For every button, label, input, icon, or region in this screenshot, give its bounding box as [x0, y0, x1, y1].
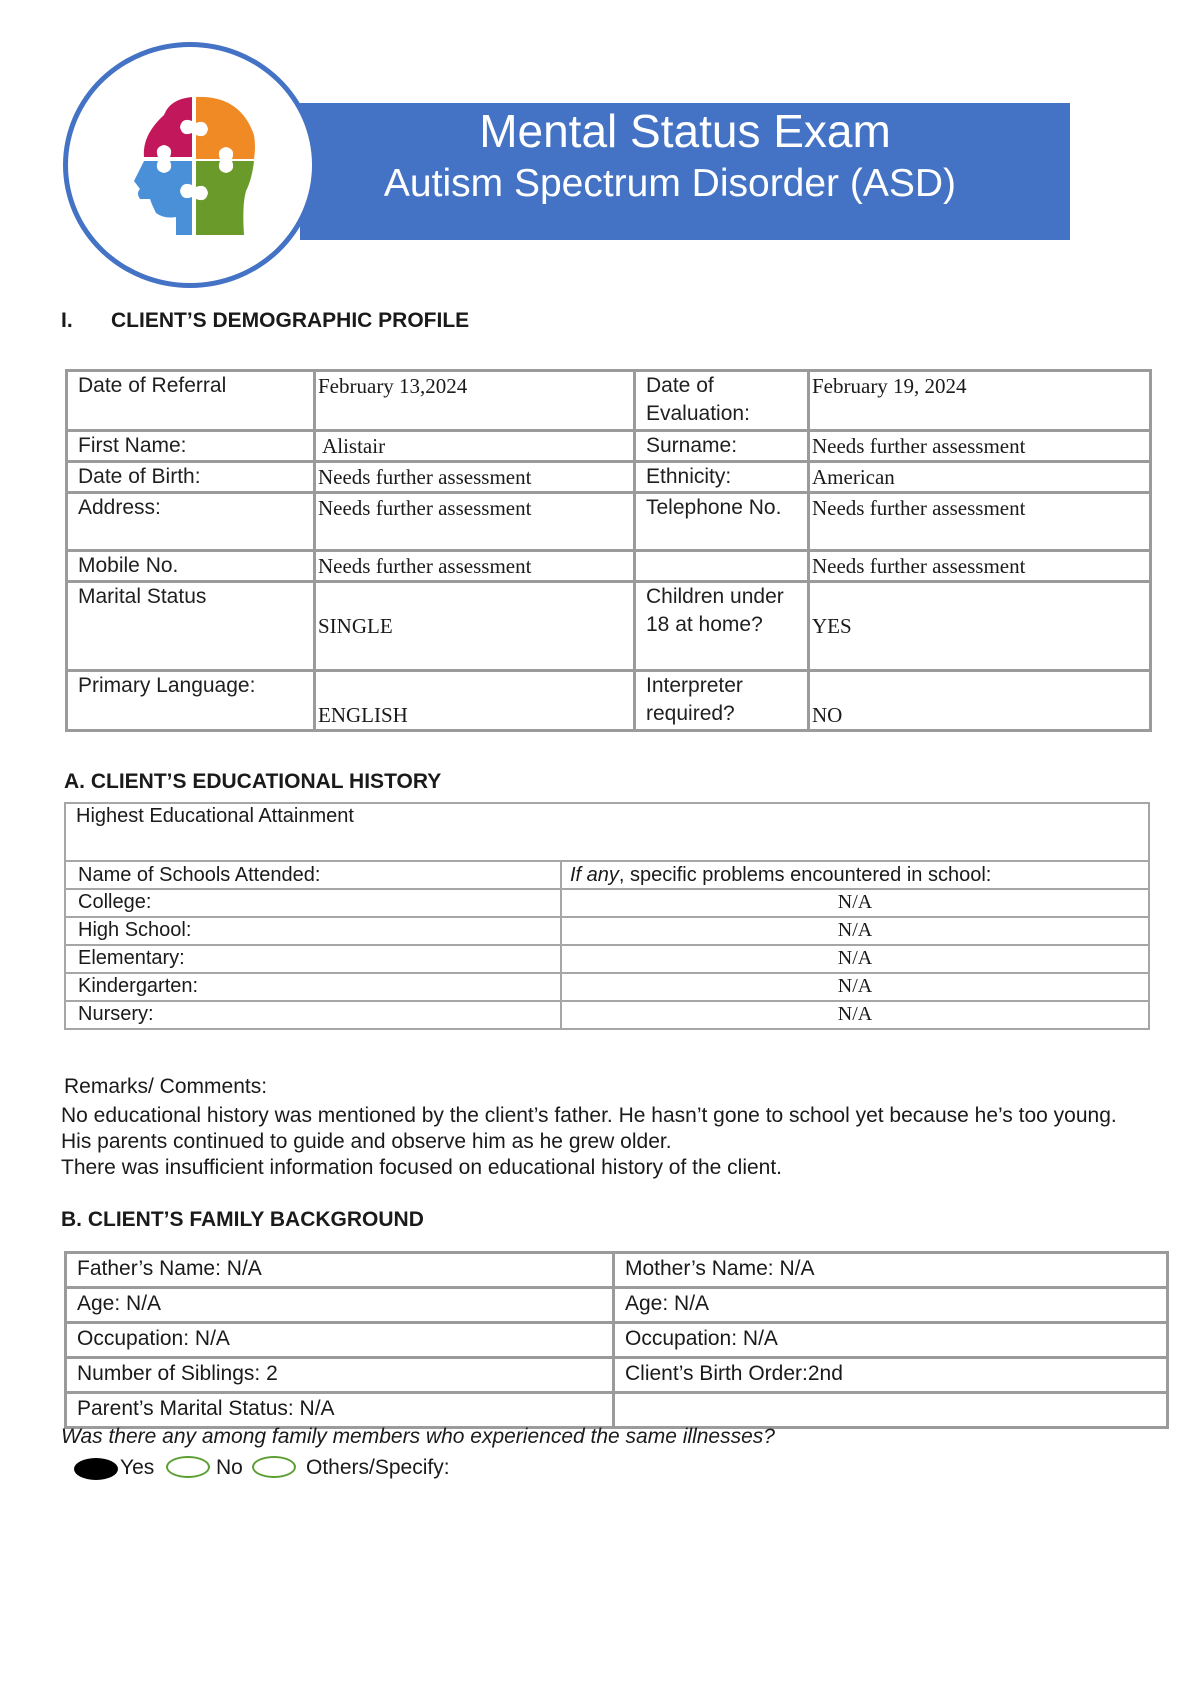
- table-row: [65, 917, 1149, 945]
- college-label: College:: [65, 889, 561, 917]
- father-name: Father’s Name: N/A: [66, 1253, 614, 1288]
- puzzle-head-icon: [130, 95, 264, 241]
- interpreter-label: Interpreter required?: [635, 671, 809, 731]
- highest-attainment-label: Highest Educational Attainment: [65, 803, 1149, 861]
- table-row: [67, 493, 1151, 551]
- number-of-siblings: Number of Siblings: 2: [66, 1358, 614, 1393]
- surname-label: Surname:: [635, 431, 809, 462]
- parents-marital-status: Parent’s Marital Status: N/A: [66, 1393, 614, 1428]
- others-radio[interactable]: [252, 1456, 296, 1478]
- family-illness-question: Was there any among family members who experienced the same illnesses?: [61, 1425, 775, 1448]
- remarks-label: Remarks/ Comments:: [64, 1075, 268, 1098]
- mobile-value: Needs further assessment: [315, 551, 635, 582]
- table-row: [67, 551, 1151, 582]
- father-age: Age: N/A: [66, 1288, 614, 1323]
- children-label: Children under 18 at home?: [635, 582, 809, 671]
- mother-name: Mother’s Name: N/A: [614, 1253, 1168, 1288]
- address-label: Address:: [67, 493, 315, 551]
- elementary-label: Elementary:: [65, 945, 561, 973]
- table-row: [65, 889, 1149, 917]
- high-school-label: High School:: [65, 917, 561, 945]
- family-table: [64, 1251, 1169, 1429]
- header-banner: [300, 103, 1070, 240]
- surname-value: Needs further assessment: [809, 431, 1151, 462]
- children-value: YES: [809, 582, 1151, 671]
- empty-cell: [614, 1393, 1168, 1428]
- telephone-label: Telephone No.: [635, 493, 809, 551]
- family-illness-options: [74, 1452, 574, 1484]
- table-row: [67, 671, 1151, 731]
- table-row: [65, 945, 1149, 973]
- marital-status-value: SINGLE: [315, 582, 635, 671]
- demographic-table: [65, 369, 1152, 732]
- primary-language-label: Primary Language:: [67, 671, 315, 731]
- date-of-evaluation-value: February 19, 2024: [809, 371, 1151, 431]
- section-number: I.: [61, 309, 73, 332]
- yes-label: Yes: [120, 1456, 155, 1479]
- remarks-line-2: There was insufficient information focused on educational history of the client.: [61, 1156, 783, 1179]
- family-section-title: B. CLIENT’S FAMILY BACKGROUND: [61, 1208, 424, 1231]
- table-row: [67, 462, 1151, 493]
- date-of-birth-label: Date of Birth:: [67, 462, 315, 493]
- date-of-birth-value: Needs further assessment: [315, 462, 635, 493]
- address-value: Needs further assessment: [315, 493, 635, 551]
- mother-occupation: Occupation: N/A: [614, 1323, 1168, 1358]
- yes-radio[interactable]: [74, 1458, 118, 1480]
- kindergarten-label: Kindergarten:: [65, 973, 561, 1001]
- nursery-label: Nursery:: [65, 1001, 561, 1029]
- table-row: [65, 973, 1149, 1001]
- problems-header: [561, 861, 1149, 889]
- table-row: [66, 1253, 1168, 1288]
- date-of-referral-label: Date of Referral: [67, 371, 315, 431]
- education-table: [64, 802, 1150, 1030]
- document-title: Mental Status Exam: [479, 105, 891, 157]
- table-row: [66, 1323, 1168, 1358]
- table-row: [66, 1288, 1168, 1323]
- schools-attended-header: Name of Schools Attended:: [65, 861, 561, 889]
- blank-value: Needs further assessment: [809, 551, 1151, 582]
- first-name-label: First Name:: [67, 431, 315, 462]
- mobile-label: Mobile No.: [67, 551, 315, 582]
- birth-order: Client’s Birth Order:2nd: [614, 1358, 1168, 1393]
- date-of-referral-value: February 13,2024: [315, 371, 635, 431]
- table-row: [66, 1393, 1168, 1428]
- marital-status-label: Marital Status: [67, 582, 315, 671]
- date-of-evaluation-label: Date of Evaluation:: [635, 371, 809, 431]
- first-name-value: Alistair: [315, 431, 635, 462]
- college-problem: N/A: [561, 889, 1149, 917]
- remarks-text: [61, 1103, 1151, 1181]
- elementary-problem: N/A: [561, 945, 1149, 973]
- no-label: No: [216, 1456, 243, 1479]
- table-row: [67, 431, 1151, 462]
- blank-label: [635, 551, 809, 582]
- ethnicity-value: American: [809, 462, 1151, 493]
- demographic-section-title: CLIENT’S DEMOGRAPHIC PROFILE: [111, 309, 470, 332]
- remarks-line-1: No educational history was mentioned by the client’s father. He hasn’t gone to school yet because he’s too young. His parents continued to guide and observe him as he grew older.: [61, 1104, 1117, 1153]
- problems-header-italic: If any: [570, 864, 619, 886]
- problems-header-rest: , specific problems encountered in school:: [618, 864, 992, 886]
- table-row: [66, 1358, 1168, 1393]
- high-school-problem: N/A: [561, 917, 1149, 945]
- no-radio[interactable]: [166, 1456, 210, 1478]
- primary-language-value: ENGLISH: [315, 671, 635, 731]
- mother-age: Age: N/A: [614, 1288, 1168, 1323]
- table-row: [67, 371, 1151, 431]
- table-row: [67, 582, 1151, 671]
- table-row: [65, 1001, 1149, 1029]
- others-label: Others/Specify:: [306, 1456, 450, 1479]
- ethnicity-label: Ethnicity:: [635, 462, 809, 493]
- education-section-title: A. CLIENT’S EDUCATIONAL HISTORY: [64, 770, 442, 793]
- table-row: [65, 803, 1149, 861]
- father-occupation: Occupation: N/A: [66, 1323, 614, 1358]
- interpreter-value: NO: [809, 671, 1151, 731]
- document-subtitle: Autism Spectrum Disorder (ASD): [383, 162, 957, 205]
- telephone-value: Needs further assessment: [809, 493, 1151, 551]
- table-row: [65, 861, 1149, 889]
- nursery-problem: N/A: [561, 1001, 1149, 1029]
- kindergarten-problem: N/A: [561, 973, 1149, 1001]
